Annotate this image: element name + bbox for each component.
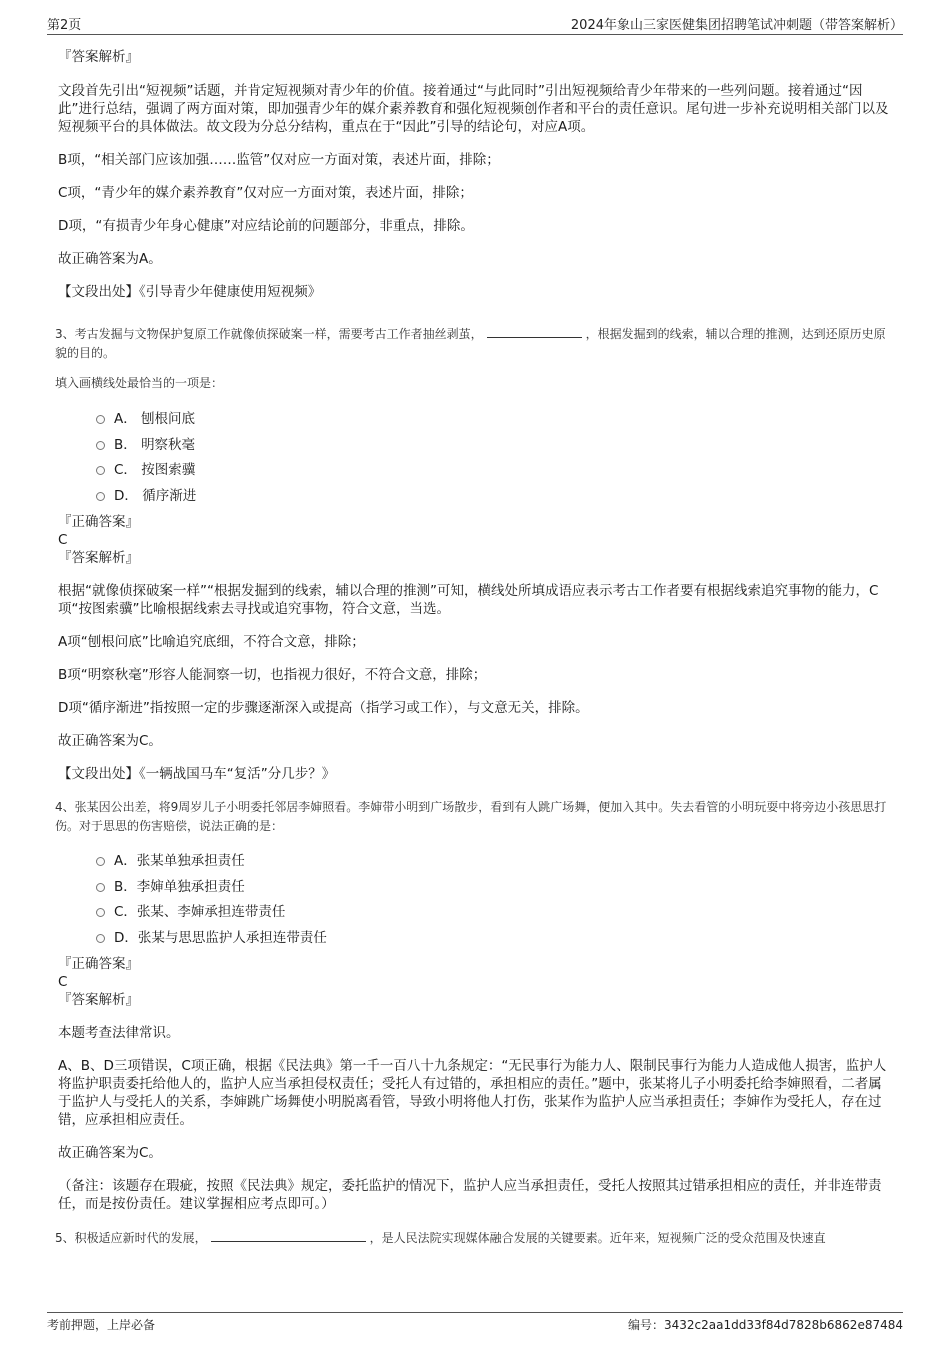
radio-icon[interactable]	[96, 441, 105, 450]
q3-options	[58, 407, 894, 509]
option-text: 张某、李婶承担连带责任	[136, 904, 286, 920]
q3-stem: 3、考古发掘与文物保护复原工作就像侦探破案一样，需要考古工作者抽丝剥茧， ，根据发掘到的线索，辅以合理的推测，达到还原历史原貌的目的。	[55, 327, 886, 360]
option-letter: C．	[114, 462, 137, 478]
radio-icon[interactable]	[96, 857, 105, 866]
option-text: 循序渐进	[142, 487, 197, 504]
page-number: 第2页	[47, 18, 82, 33]
q4-conclusion: 故正确答案为C。	[58, 1145, 162, 1161]
q2-analysis-option-b: B项，“相关部门应该加强……监管”仅对应一方面对策，表述片面，排除；	[58, 152, 500, 168]
document-code: 编号：3432c2aa1dd33f84d7828b6862e87484	[628, 1318, 903, 1332]
q3-analysis-label: 『答案解析』	[58, 550, 139, 566]
q5-stem: 5、积极适应新时代的发展， ，是人民法院实现媒体融合发展的关键要素。近年来，短视频广泛的受众范围及快速直	[55, 1231, 826, 1245]
q4-option-b[interactable]	[58, 875, 894, 901]
q3-answer: C	[58, 532, 68, 548]
q2-conclusion: 故正确答案为A。	[58, 251, 162, 267]
option-letter: B．	[114, 878, 137, 895]
q3-analysis-option-d: D项“循序渐进”指按照一定的步骤逐渐深入或提高（指学习或工作），与文意无关，排除。	[58, 700, 589, 716]
option-text: 明察秋毫	[141, 436, 196, 453]
q4-option-a[interactable]	[58, 849, 894, 875]
radio-icon[interactable]	[96, 934, 105, 943]
q4-answer-label: 『正确答案』	[58, 956, 139, 972]
document-title: 2024年象山三家医健集团招聘笔试冲刺题（带答案解析）	[570, 18, 903, 33]
q4-options	[58, 849, 894, 951]
q3-answer-label: 『正确答案』	[58, 514, 139, 530]
q2-analysis-option-c: C项，“青少年的媒介素养教育”仅对应一方面对策，表述片面，排除；	[58, 185, 473, 201]
radio-icon[interactable]	[96, 908, 105, 917]
q4-analysis-intro: 本题考查法律常识。	[58, 1025, 180, 1041]
page-header	[47, 12, 903, 35]
option-letter: B．	[114, 436, 137, 453]
q2-analysis-label: 『答案解析』	[58, 49, 139, 65]
option-text: 按图索骥	[141, 462, 196, 478]
option-text: 张某与思思监护人承担连带责任	[137, 929, 327, 946]
q3-prompt: 填入画横线处最恰当的一项是：	[55, 376, 224, 390]
radio-icon[interactable]	[96, 492, 105, 501]
option-letter: A．	[114, 853, 137, 869]
q4-analysis-label: 『答案解析』	[58, 992, 139, 1008]
option-letter: A．	[114, 411, 137, 427]
q3-analysis-option-b: B项“明察秋毫”形容人能洞察一切，也指视力很好，不符合文意，排除；	[58, 667, 487, 683]
option-text: 李婶单独承担责任	[136, 878, 245, 895]
q3-option-b[interactable]	[58, 433, 894, 459]
q4-note: （备注：该题存在瑕疵，按照《民法典》规定，委托监护的情况下，监护人应当承担责任，受托人按照其过错承担相应的责任，并非连带责任，而是按份责任。建议掌握相应考点即可。）	[58, 1178, 882, 1212]
q3-option-d[interactable]	[58, 484, 894, 510]
q3-conclusion: 故正确答案为C。	[58, 733, 162, 749]
q4-answer: C	[58, 974, 68, 990]
q2-source: 【文段出处】《引导青少年健康使用短视频》	[58, 284, 322, 300]
q2-analysis-option-d: D项，“有损青少年身心健康”对应结论前的问题部分，非重点，排除。	[58, 218, 474, 234]
q4-option-c[interactable]	[58, 900, 894, 926]
option-letter: D．	[114, 487, 138, 504]
page-content	[55, 44, 894, 1248]
q3-analysis-option-a: A项“刨根问底”比喻追究底细，不符合文意，排除；	[58, 634, 365, 650]
q3-fill-blank	[487, 325, 582, 338]
q4-stem: 4、张某因公出差，将9周岁儿子小明委托邻居李婶照看。李婶带小明到广场散步，看到有人跳广场舞，便加入其中。失去看管的小明玩耍中将旁边小孩思思打伤。对于思思的伤害赔偿，说法正确的是：	[55, 800, 887, 833]
option-text: 张某单独承担责任	[136, 853, 245, 869]
option-letter: C．	[114, 904, 137, 920]
q3-analysis-paragraph: 根据“就像侦探破案一样”“根据发掘到的线索，辅以合理的推测”可知，横线处所填成语应表示考古工作者要有根据线索追究事物的能力，C项“按图索骥”比喻根据线索去寻找或追究事物，符合文意，当选。	[58, 583, 879, 617]
page-footer	[47, 1312, 903, 1335]
q4-analysis-paragraph: A、B、D三项错误，C项正确，根据《民法典》第一千一百八十九条规定：“无民事行为能力人、限制民事行为能力人造成他人损害，监护人将监护职责委托给他人的，监护人应当承担侵权责任；受托人有过错的，承担相应的责任。”题中，张某将儿子小明委托给李婶照看，二者属于监护人与受托人的关系，李婶跳广场舞使小明脱离看管，导致小明将他人打伤，张某作为监护人应当承担责任；李婶作为受托人，存在过错，应承担相应责任。	[58, 1058, 887, 1128]
q5-fill-blank	[211, 1229, 366, 1242]
radio-icon[interactable]	[96, 415, 105, 424]
option-letter: D．	[114, 929, 138, 946]
q3-option-c[interactable]	[58, 458, 894, 484]
q3-option-a[interactable]	[58, 407, 894, 433]
q2-analysis-paragraph: 文段首先引出“短视频”话题，并肯定短视频对青少年的价值。接着通过“与此同时”引出短视频给青少年带来的一些列问题。接着通过“因此”进行总结，强调了两方面对策，即加强青少年的媒介素养教育和强化短视频创作者和平台的责任意识。尾句进一步补充说明相关部门以及短视频平台的具体做法。故文段为分总分结构，重点在于“因此”引导的结论句，对应A项。	[58, 83, 889, 135]
option-text: 刨根问底	[141, 411, 196, 427]
radio-icon[interactable]	[96, 466, 105, 475]
q4-option-d[interactable]	[58, 926, 894, 952]
footer-slogan: 考前押题，上岸必备	[47, 1318, 156, 1332]
radio-icon[interactable]	[96, 883, 105, 892]
q3-source: 【文段出处】《一辆战国马车“复活”分几步？》	[58, 766, 336, 782]
